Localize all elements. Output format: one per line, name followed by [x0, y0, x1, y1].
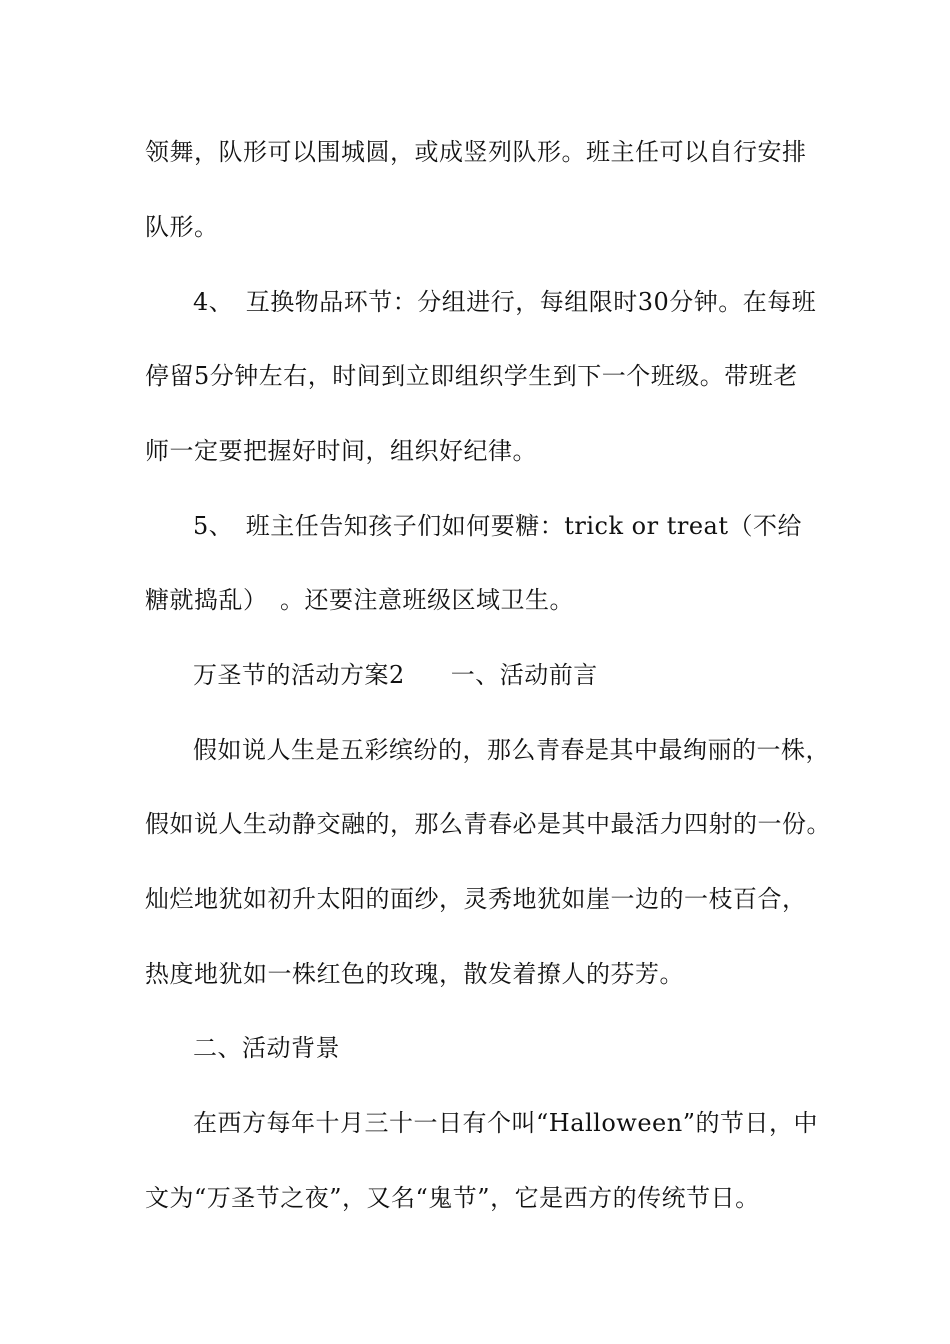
section-subtitle: 一、活动前言 [450, 661, 598, 689]
paragraph-line: 热度地犹如一株红色的玫瑰，散发着撩人的芬芳。 [145, 960, 684, 988]
paragraph-line: 灿烂地犹如初升太阳的面纱，灵秀地犹如崖一边的一枝百合， [145, 885, 807, 913]
paragraph-line: 领舞，队形可以围城圆，或成竖列队形。班主任可以自行安排 [145, 138, 807, 166]
paragraph-line: 文为“万圣节之夜”，又名“鬼节”，它是西方的传统节日。 [145, 1184, 760, 1212]
paragraph-line: 师一定要把握好时间，组织好纪律。 [145, 437, 537, 465]
list-item-5: 5、 班主任告知孩子们如何要糖：trick or treat（不给 [193, 512, 802, 540]
paragraph-line: 停留5分钟左右，时间到立即组织学生到下一个班级。带班老 [145, 362, 798, 390]
paragraph-line: 假如说人生动静交融的，那么青春必是其中最活力四射的一份。 [145, 810, 831, 838]
paragraph-line: 队形。 [145, 213, 219, 241]
paragraph-line: 在西方每年十月三十一日有个叫“Halloween”的节日，中 [193, 1109, 818, 1137]
section-heading-2: 二、活动背景 [193, 1034, 340, 1062]
paragraph-line: 糖就捣乱） 。还要注意班级区域卫生。 [145, 586, 574, 614]
list-item-4: 4、 互换物品环节：分组进行，每组限时30分钟。在每班 [193, 288, 817, 316]
section-title: 万圣节的活动方案2 [193, 661, 405, 689]
paragraph-line: 假如说人生是五彩缤纷的，那么青春是其中最绚丽的一株， [193, 736, 830, 764]
section-heading [193, 655, 598, 695]
